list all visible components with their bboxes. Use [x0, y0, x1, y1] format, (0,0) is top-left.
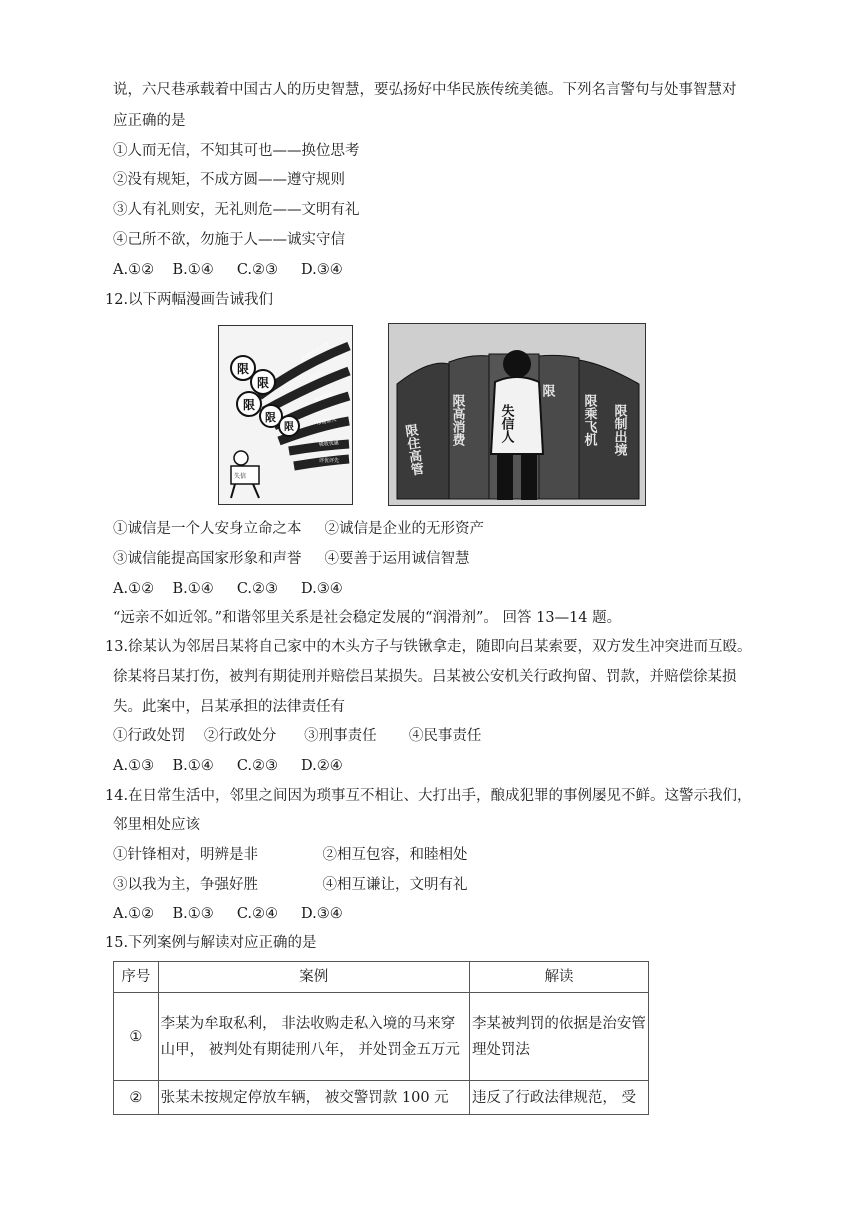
cartoon-dishonest-person	[388, 323, 646, 506]
q14-choices: A.①② B.①③ C.②④ D.③④	[113, 906, 343, 922]
door-4: 限乘飞机	[581, 394, 597, 446]
q11-stem-line1: 说，六尺巷承载着中国古人的历史智慧，要弘扬好中华民族传统美德。下列名言警句与处事智慧对	[113, 82, 737, 98]
q14-stem-line2: 邻里相处应该	[113, 817, 200, 833]
q13-choices: A.①③ B.①④ C.②③ D.②④	[113, 758, 343, 774]
header-case: 案例	[158, 962, 469, 993]
q14-option-row-1: ①针锋相对，明辨是非 ②相互包容，和睦相处	[113, 847, 468, 863]
q13-14-intro: “远亲不如近邻。”和谐邻里关系是社会稳定发展的“润滑剂”。 回答 13—14 题。	[113, 610, 622, 626]
q11-option-2: ②没有规矩，不成方圆——遵守规则	[113, 172, 345, 188]
q13-stem-line2: 徐某将吕某打伤，被判有期徒刑并赔偿吕某损失。吕某被公安机关行政拘留、罚款，并赔偿徐某损	[113, 669, 737, 685]
cartoon-restrictions	[218, 325, 353, 505]
stamp-1: 限	[237, 362, 250, 376]
table-row	[114, 1081, 649, 1115]
row-case: 李某为牟取私利， 非法收购走私入境的马来穿山甲， 被判处有期徒刑八年， 并处罚金五万元	[158, 993, 469, 1081]
door-2: 限高消费	[449, 394, 465, 446]
q11-option-3: ③人有礼则安，无礼则危——文明有礼	[113, 202, 360, 218]
q13-stem-line1: 13.徐某认为邻居吕某将自己家中的木头方子与铁锹拿走，随即向吕某索要，双方发生冲突进而互殴。	[105, 639, 752, 655]
q12-option-row-1: ①诚信是一个人安身立命之本 ②诚信是企业的无形资产	[113, 521, 485, 537]
q14-option-row-2: ③以我为主，争强好胜 ④相互谦让，文明有礼	[113, 877, 468, 893]
q15-stem: 15.下列案例与解读对应正确的是	[105, 935, 317, 951]
row-reading: 违反了行政法律规范， 受	[469, 1081, 648, 1115]
tag-2: 招投标	[309, 370, 326, 382]
q11-option-1: ①人而无信，不知其可也——换位思考	[113, 143, 360, 159]
tag-1: 政府资金支持	[301, 341, 330, 362]
row-number: ①	[114, 993, 159, 1081]
stamp-3: 限	[243, 398, 256, 412]
cartoon-dishonest-drawing	[389, 324, 645, 505]
door-1: 限住高管	[401, 422, 424, 477]
tag-4: 市场准入	[316, 416, 337, 427]
table-row	[114, 993, 649, 1081]
q11-choices: A.①② B.①④ C.②③ D.③④	[113, 262, 343, 278]
stamp-4: 限	[265, 411, 276, 424]
door-5: 限制出境	[611, 404, 627, 456]
q12-choices: A.①② B.①④ C.②③ D.③④	[113, 581, 343, 597]
tag-5: 税收优惠	[318, 440, 340, 448]
person-label: 失信人	[498, 404, 514, 443]
tag-6: 评优评先	[319, 458, 340, 464]
tag-3: 融资贷款	[313, 391, 335, 404]
q15-case-table	[113, 961, 649, 1115]
door-3: 限	[539, 384, 555, 397]
q14-stem-line1: 14.在日常生活中，邻里之间因为琐事互不相让、大打出手，酿成犯罪的事例屡见不鲜。这警示我们，	[105, 788, 752, 804]
row-reading: 李某被判罚的依据是治安管理处罚法	[469, 993, 648, 1081]
row-case: 张某未按规定停放车辆， 被交警罚款 100 元	[158, 1081, 469, 1115]
cartoon-restrictions-drawing	[219, 326, 352, 504]
q13-stem-line3: 失。此案中，吕某承担的法律责任有	[113, 699, 345, 715]
stamp-2: 限	[257, 376, 270, 390]
q13-options: ①行政处罚 ②行政处分 ③刑事责任 ④民事责任	[113, 728, 482, 744]
q12-stem: 12.以下两幅漫画告诫我们	[105, 292, 274, 308]
q12-option-row-2: ③诚信能提高国家形象和声誉 ④要善于运用诚信智慧	[113, 551, 470, 567]
row-number: ②	[114, 1081, 159, 1115]
header-reading: 解读	[469, 962, 648, 993]
header-number: 序号	[114, 962, 159, 993]
q11-stem-line2: 应正确的是	[113, 113, 186, 129]
table-header-row	[114, 962, 649, 993]
figure-label: 失信	[234, 473, 247, 480]
q11-option-4: ④己所不欲，勿施于人——诚实守信	[113, 232, 345, 248]
stamp-5: 限	[284, 422, 294, 433]
